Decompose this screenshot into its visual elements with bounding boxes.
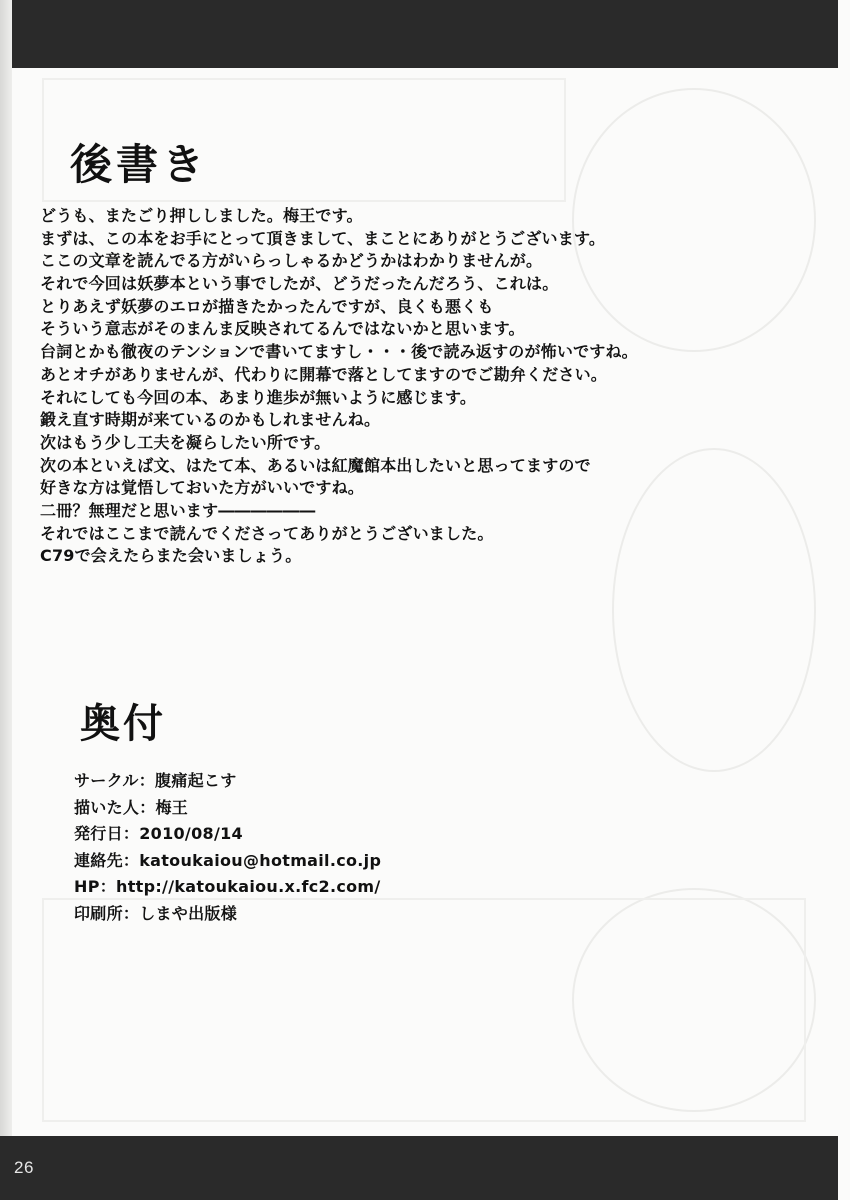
colophon-contact: 連絡先：katoukaiou@hotmail.co.jp [74,850,382,870]
afterword-line: とりあえず妖夢のエロが描きたかったんですが、良くも悪くも [40,296,494,316]
afterword-line: それにしても今回の本、あまり進歩が無いように感じます。 [40,387,477,407]
afterword-line: どうも、またごり押ししました。梅王です。 [40,206,363,225]
afterword-line: 台詞とかも徹夜のテンションで書いてますし・・・後で読み返すのが怖いですね。 [40,342,638,362]
colophon-details [74,768,381,928]
afterword-line: そういう意志がそのまんま反映されてるんではないかと思います。 [40,319,525,339]
page-number: 26 [14,1158,34,1177]
afterword-line: 次はもう少し工夫を凝らしたい所です。 [40,432,331,452]
afterword-line: 次の本といえば文、はたて本、あるいは紅魔館本出したいと思ってますので [40,455,591,475]
page-left-edge [0,0,12,1200]
afterword-line: それで今回は妖夢本という事でしたが、どうだったんだろう、これは。 [40,274,559,294]
afterword-heading: 後書き [70,140,209,189]
page-right-edge [838,0,850,1200]
afterword-line: 好きな方は覚悟しておいた方がいいですね。 [40,478,365,498]
bottom-dark-band [0,1136,838,1200]
afterword-line: C79で会えたらまた会いましょう。 [40,546,302,566]
colophon-homepage: HP：http://katoukaiou.x.fc2.com/ [74,877,381,897]
colophon-circle: サークル：腹痛起こす [74,771,237,790]
colophon-heading: 奥付 [80,701,166,747]
colophon-artist: 描いた人：梅王 [74,797,189,817]
colophon-publish-date: 発行日：2010/08/14 [74,824,243,844]
afterword-text [40,205,830,568]
colophon-printer: 印刷所：しまや出版様 [74,903,238,923]
afterword-line: 鍛え直す時期が来ているのかもしれませんね。 [40,410,381,430]
afterword-line: それではここまで読んでくださってありがとうございました。 [40,523,494,543]
afterword-line: まずは、この本をお手にとって頂きまして、まことにありがとうございます。 [40,228,606,248]
afterword-line: 二冊？無理だと思います―――――― [40,500,316,520]
top-dark-band [12,0,838,68]
background-sketch-panel [42,898,806,1122]
afterword-line: ここの文章を読んでる方がいらっしゃるかどうかはわかりませんが。 [40,251,543,271]
afterword-line: あとオチがありませんが、代わりに開幕で落としてますのでご勘弁ください。 [40,364,608,384]
